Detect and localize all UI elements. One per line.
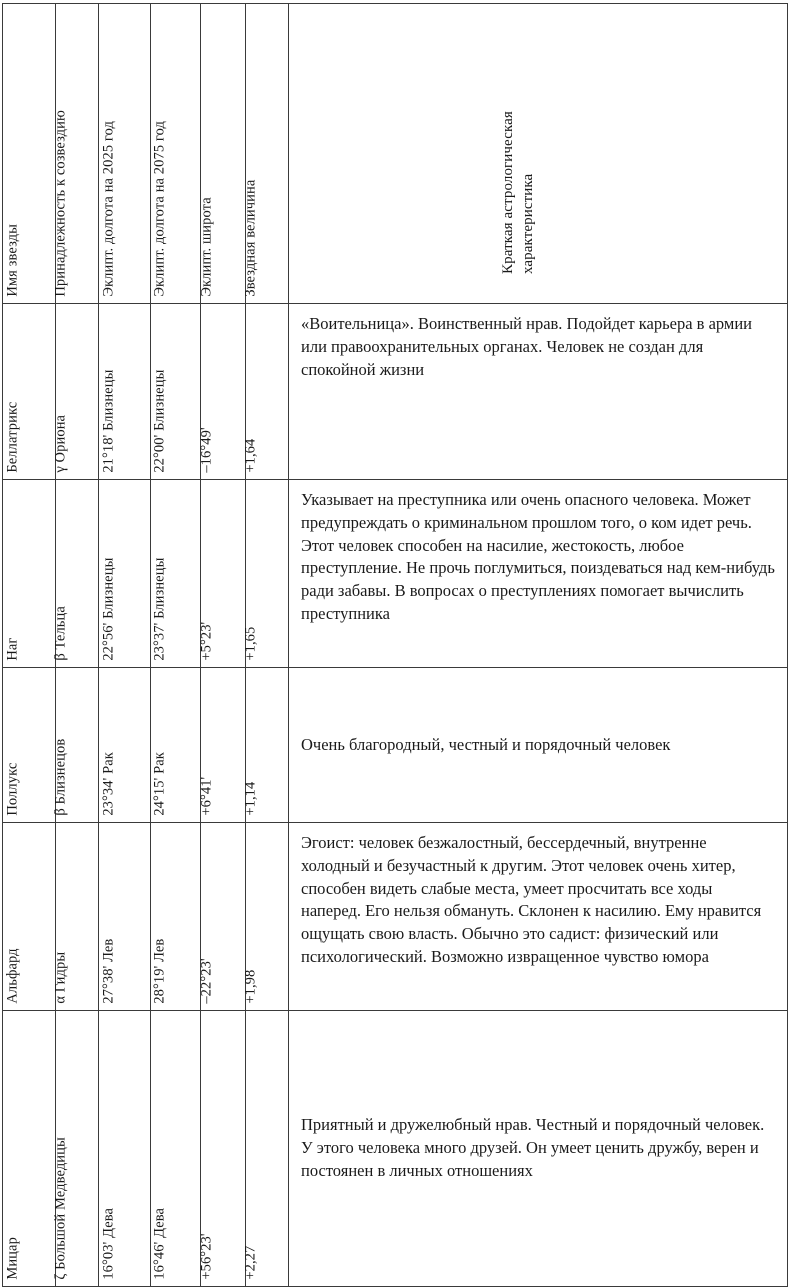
value-longitude-2075: 24°15' Рак	[150, 752, 167, 816]
cell-description	[289, 1011, 788, 1287]
table-row	[3, 1011, 788, 1287]
value-magnitude: +1,14	[242, 781, 259, 816]
value-magnitude: +1,65	[242, 626, 259, 661]
cell-star-name	[3, 1011, 56, 1287]
value-latitude: –16°49'	[198, 427, 215, 473]
header-label-latitude: Эклипт. широта	[198, 197, 215, 297]
cell-description	[289, 304, 788, 480]
value-constellation: γ Ориона	[52, 415, 69, 473]
table-row	[3, 668, 788, 823]
header-cell-latitude	[198, 4, 246, 304]
cell-latitude	[198, 668, 246, 823]
header-label-magnitude: Звездная величина	[242, 179, 259, 297]
cell-latitude	[198, 823, 246, 1011]
value-longitude-2075: 23°37' Близнецы	[150, 557, 167, 661]
cell-magnitude	[242, 1011, 289, 1287]
cell-star-name	[3, 304, 56, 480]
header-label-constellation: Принадлежность к созвездию	[52, 110, 69, 297]
header-label-star-name: Имя звезды	[4, 224, 21, 297]
cell-magnitude	[242, 304, 289, 480]
cell-longitude-2025	[99, 668, 151, 823]
value-longitude-2075: 16°46' Дева	[150, 1208, 167, 1280]
cell-latitude	[198, 1011, 246, 1287]
value-longitude-2025: 23°34' Рак	[99, 752, 116, 816]
cell-constellation	[52, 480, 99, 668]
value-constellation: β Тельца	[52, 606, 69, 661]
value-magnitude: +1,98	[242, 969, 259, 1004]
table-row	[3, 480, 788, 668]
cell-longitude-2025	[99, 304, 151, 480]
cell-magnitude	[242, 668, 289, 823]
value-magnitude: +2,27	[242, 1245, 259, 1280]
value-description: Приятный и дружелюбный нрав. Честный и порядочный человек. У этого человека много друзей. Он умеет ценить дружбу, верен и постоянен в личных отношениях	[301, 1115, 765, 1180]
value-longitude-2025: 16°03' Дева	[99, 1208, 116, 1280]
value-constellation: ζ Большой Медведицы	[52, 1137, 69, 1280]
table-header-row	[3, 4, 788, 304]
header-label-longitude-2025: Эклипт. долгота на 2025 год	[99, 121, 116, 297]
header-cell-magnitude	[242, 4, 289, 304]
header-cell-longitude-2075	[151, 4, 201, 304]
value-latitude: +56°23'	[198, 1233, 215, 1280]
value-star-name: Беллатрикс	[4, 402, 21, 473]
value-star-name: Мицар	[4, 1237, 21, 1280]
header-label-longitude-2075: Эклипт. долгота на 2075 год	[150, 121, 167, 297]
cell-magnitude	[242, 823, 289, 1011]
value-latitude: +6°41'	[198, 777, 215, 816]
table-row	[3, 304, 788, 480]
value-description: «Воительница». Воинственный нрав. Подойдет карьера в армии или правоохранительных органах. Человек не создан для спокойной жизни	[301, 314, 753, 379]
cell-constellation	[52, 668, 99, 823]
header-cell-constellation	[52, 4, 99, 304]
table-row	[3, 823, 788, 1011]
cell-constellation	[52, 304, 99, 480]
value-star-name: Альфард	[4, 948, 21, 1004]
value-star-name: Поллукс	[4, 762, 21, 816]
value-longitude-2025: 22°56' Близнецы	[99, 557, 116, 661]
cell-description	[289, 823, 788, 1011]
value-magnitude: +1,64	[242, 438, 259, 473]
cell-star-name	[3, 480, 56, 668]
value-description: Указывает на преступника или очень опасного человека. Может предупреждать о криминальном прошлом того, о ком идет речь. Этот человек способен на насилие, жестокость, любое преступление. Не прочь поглумиться, поиздеваться над кем-нибудь ради забавы. В вопросах о преступлениях помогает вычислить преступника	[301, 490, 775, 623]
value-constellation: α Гидры	[52, 952, 69, 1004]
header-cell-description	[289, 4, 788, 304]
value-latitude: –22°23'	[198, 958, 215, 1004]
cell-description	[289, 480, 788, 668]
header-label-description: Краткая астрологическая характеристика	[500, 110, 536, 274]
value-constellation: β Близнецов	[52, 738, 69, 816]
value-star-name: Наг	[4, 637, 21, 661]
cell-star-name	[3, 668, 56, 823]
value-longitude-2075: 28°19' Лев	[150, 938, 167, 1004]
value-longitude-2025: 21°18' Близнецы	[99, 369, 116, 473]
value-description: Эгоист: человек безжалостный, бессердечный, внутренне холодный и безучастный к другим. Этот человек очень хитер, способен видеть слабые места, умеет просчитать все ходы наперед. Его нельзя обмануть. Склонен к насилию. Ему нравится ощущать свою власть. Обычно это садист: физический или психологический. Возможно извращенное чувство юмора	[301, 833, 762, 966]
cell-longitude-2075	[151, 304, 201, 480]
cell-longitude-2025	[99, 1011, 151, 1287]
cell-latitude	[198, 480, 246, 668]
cell-star-name	[3, 823, 56, 1011]
value-description: Очень благородный, честный и порядочный человек	[301, 734, 671, 754]
cell-constellation	[52, 823, 99, 1011]
cell-longitude-2025	[99, 480, 151, 668]
cell-longitude-2075	[151, 823, 201, 1011]
cell-magnitude	[242, 480, 289, 668]
cell-latitude	[198, 304, 246, 480]
value-longitude-2025: 27°38' Лев	[99, 938, 116, 1004]
value-latitude: +5°23'	[198, 622, 215, 661]
header-cell-longitude-2025	[99, 4, 151, 304]
fixed-stars-table	[2, 3, 788, 1287]
cell-longitude-2025	[99, 823, 151, 1011]
header-cell-star-name	[3, 4, 56, 304]
cell-description	[289, 668, 788, 823]
cell-longitude-2075	[151, 1011, 201, 1287]
cell-constellation	[52, 1011, 99, 1287]
cell-longitude-2075	[151, 668, 201, 823]
cell-longitude-2075	[151, 480, 201, 668]
value-longitude-2075: 22°00' Близнецы	[150, 369, 167, 473]
